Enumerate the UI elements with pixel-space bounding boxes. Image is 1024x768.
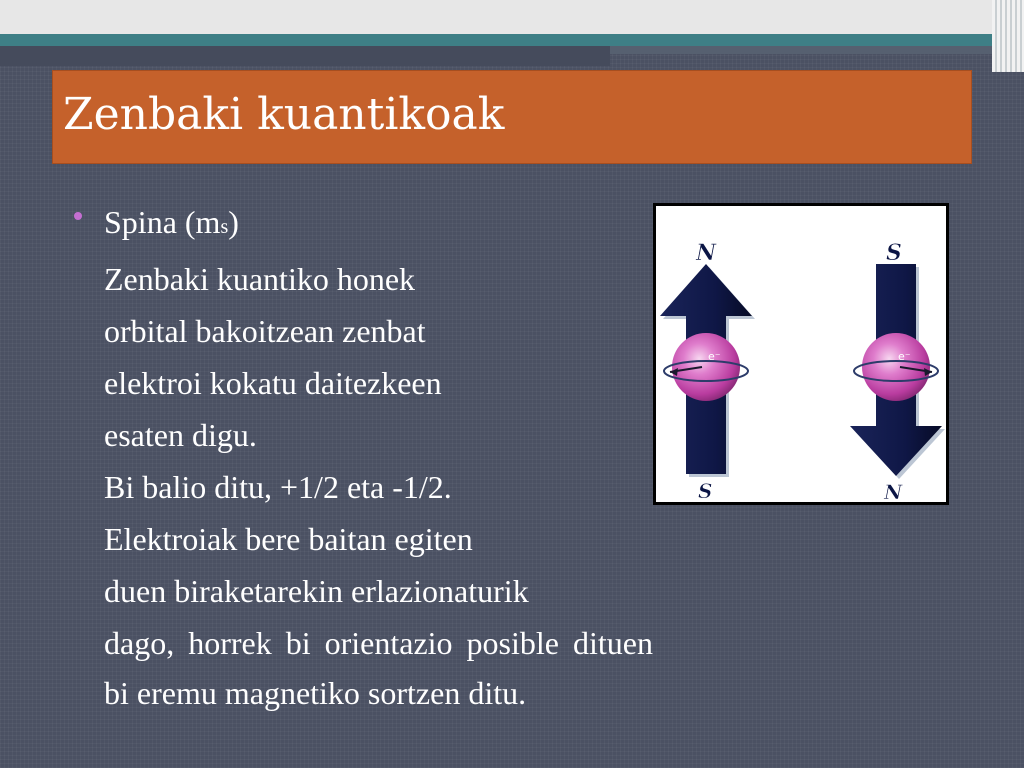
right-pole-top-label: S <box>886 240 902 266</box>
left-pole-bottom-label: S <box>698 479 713 502</box>
body-line-9: bi eremu magnetiko sortzen ditu. <box>104 675 527 711</box>
bullet-label-close: ) <box>228 204 239 240</box>
spin-diagram <box>653 203 949 505</box>
body-line-3: elektroi kokatu daitezkeen <box>104 365 442 401</box>
electron-sphere-right-icon <box>854 333 938 401</box>
right-pole-bottom-label: N <box>884 480 903 502</box>
body-line-1: Zenbaki kuantiko honek <box>104 261 416 297</box>
top-dark-band <box>0 46 610 66</box>
body-line-8: dago, horrek bi orientazio posible dituen <box>104 625 653 661</box>
top-dark-band-right <box>610 46 1024 54</box>
title-bar <box>52 70 972 164</box>
body-line-7: duen biraketarekin erlazionaturik <box>104 573 529 609</box>
electron-label-right: e⁻ <box>898 350 911 363</box>
top-teal-band <box>0 34 1024 46</box>
top-light-band <box>0 0 1024 36</box>
body-line-4: esaten digu. <box>104 417 257 453</box>
corner-stripes <box>992 0 1024 72</box>
bullet-dot <box>74 212 82 220</box>
body-line-2: orbital bakoitzean zenbat <box>104 313 426 349</box>
body-line-6: Elektroiak bere baitan egiten <box>104 521 473 557</box>
electron-sphere-left-icon <box>664 333 748 401</box>
body-line-5: Bi balio ditu, +1/2 eta -1/2. <box>104 469 452 505</box>
electron-label-left: e⁻ <box>708 350 721 363</box>
bullet-subscript: s <box>220 216 229 238</box>
left-pole-top-label: N <box>696 240 717 266</box>
bullet-label: Spina (m <box>104 204 221 240</box>
spin-diagram-svg <box>656 206 946 502</box>
slide-title: Zenbaki kuantikoak <box>63 89 505 140</box>
